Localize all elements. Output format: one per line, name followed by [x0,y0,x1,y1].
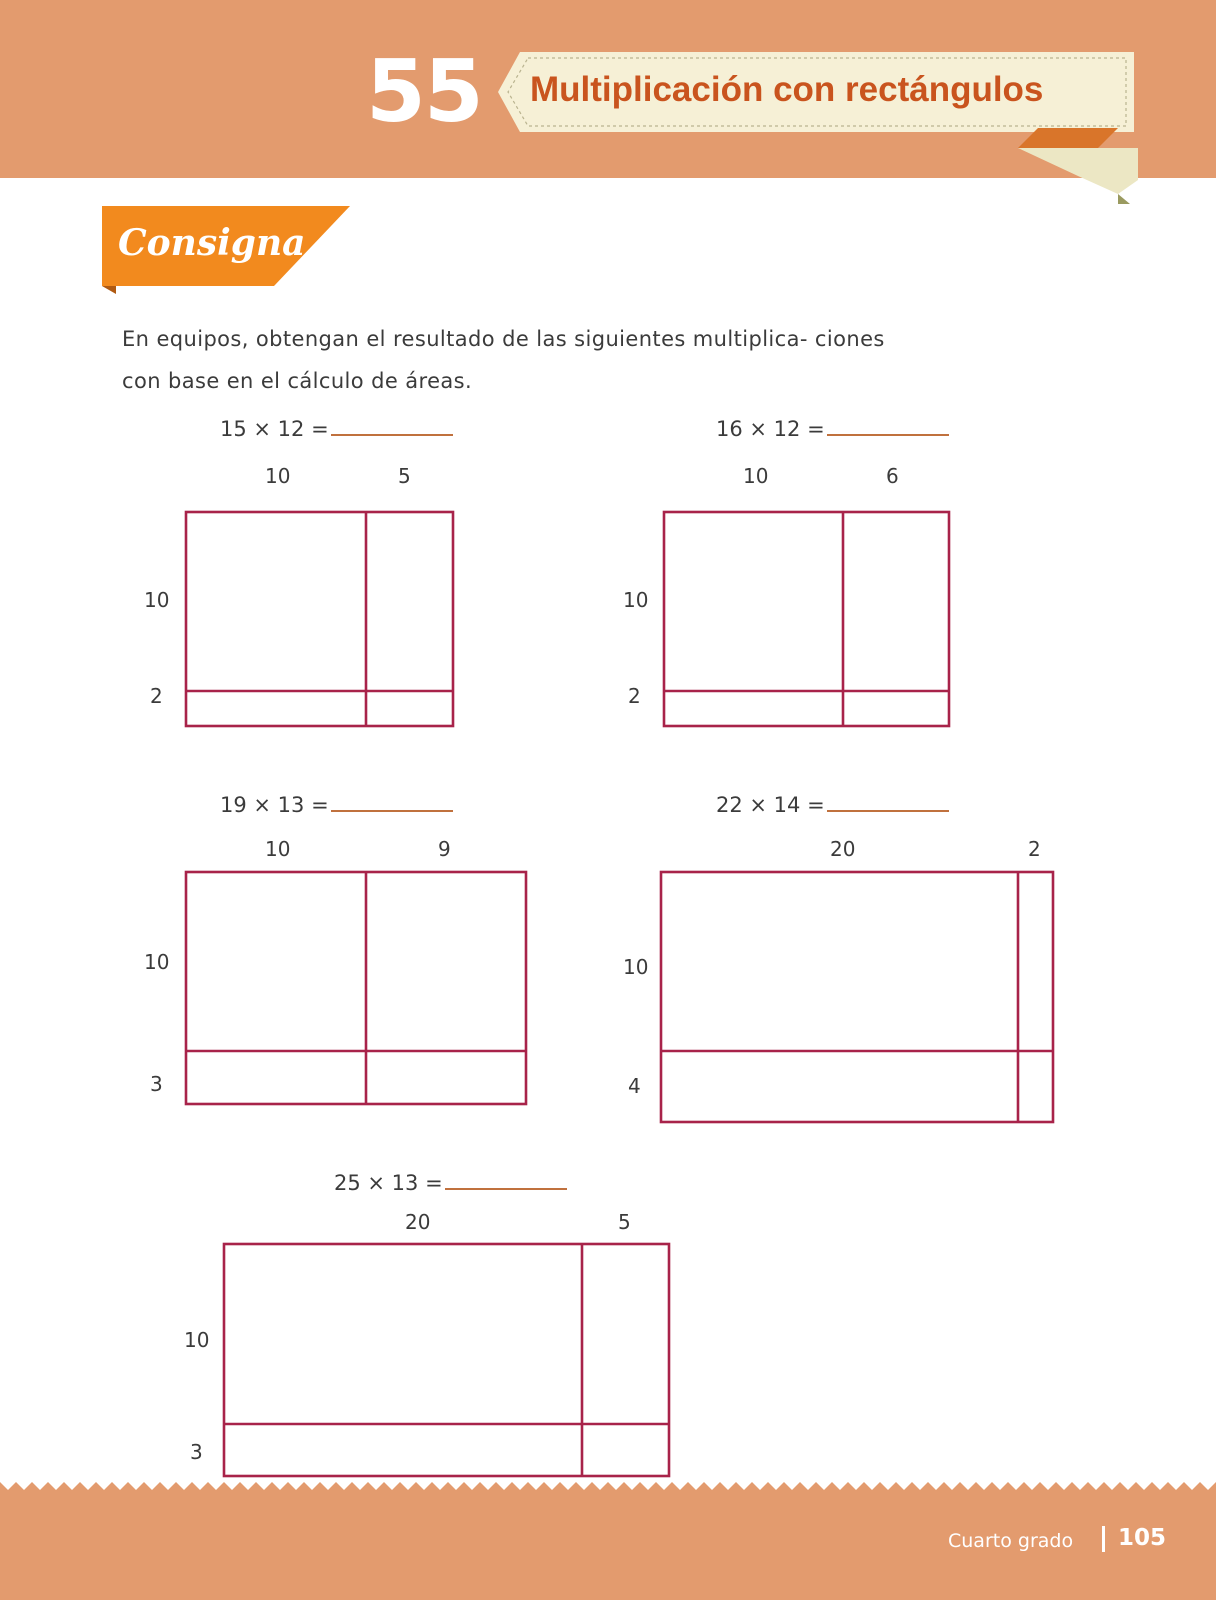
top-label: 20 [830,837,856,861]
equation-text: 25 × 13 = [334,1171,443,1195]
side-label: 10 [144,588,170,612]
answer-blank[interactable] [827,412,949,436]
equation-1 [220,412,453,441]
side-label: 2 [150,684,163,708]
top-label: 10 [265,837,291,861]
top-label: 10 [743,464,769,488]
area-rectangle-1 [180,500,460,730]
top-label: 2 [1028,837,1041,861]
rect-outline [224,1244,669,1476]
top-label: 9 [438,837,451,861]
equation-text: 19 × 13 = [220,793,329,817]
rect-outline [664,512,949,726]
side-label: 10 [623,955,649,979]
banner-ribbon-fold [1018,128,1138,208]
equation-2 [716,412,949,441]
top-label: 6 [886,464,899,488]
side-label: 3 [190,1440,203,1464]
equation-5 [334,1166,567,1195]
answer-blank[interactable] [827,788,949,812]
side-label: 10 [184,1328,210,1352]
answer-blank[interactable] [331,788,453,812]
side-label: 3 [150,1072,163,1096]
lesson-title: Multiplicación con rectángulos [530,70,1044,109]
area-rectangle-2 [660,500,960,730]
rect-outline [186,872,526,1104]
top-label: 20 [405,1210,431,1234]
top-label: 5 [618,1210,631,1234]
footer-separator [1102,1526,1105,1552]
equation-text: 16 × 12 = [716,417,825,441]
answer-blank[interactable] [445,1166,567,1190]
area-rectangle-3 [180,860,540,1110]
area-rectangle-5 [218,1232,678,1482]
equation-text: 22 × 14 = [716,793,825,817]
top-label: 10 [265,464,291,488]
equation-4 [716,788,949,817]
equation-text: 15 × 12 = [220,417,329,441]
side-label: 10 [144,950,170,974]
rect-outline [661,872,1053,1122]
answer-blank[interactable] [331,412,453,436]
top-label: 5 [398,464,411,488]
consigna-label: Consigna [118,222,306,264]
page-number: 105 [1118,1525,1167,1551]
grade-label: Cuarto grado [948,1530,1074,1552]
instructions-text: En equipos, obtengan el resultado de las siguientes multiplica- ciones con base en el cálculo de áreas. [122,327,885,393]
lesson-number: 55 [366,42,482,142]
side-label: 4 [628,1074,641,1098]
area-rectangle-4 [656,860,1056,1130]
side-label: 10 [623,588,649,612]
rect-outline [186,512,453,726]
side-label: 2 [628,684,641,708]
equation-3 [220,788,453,817]
